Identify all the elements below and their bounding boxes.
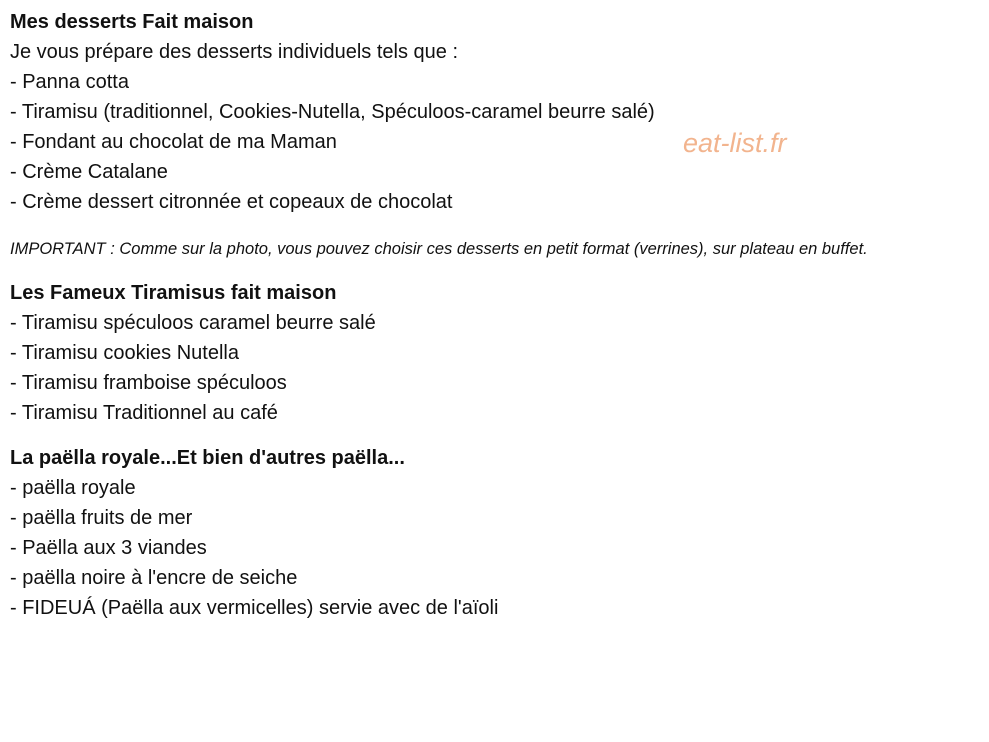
paella-item: - paëlla noire à l'encre de seiche xyxy=(10,567,298,589)
desserts-heading: Mes desserts Fait maison xyxy=(10,11,254,33)
desserts-section xyxy=(10,7,980,263)
tiramisu-item: - Tiramisu framboise spéculoos xyxy=(10,372,287,394)
desserts-intro: Je vous prépare des desserts individuels tels que : xyxy=(10,41,459,63)
dessert-item: - Crème dessert citronnée et copeaux de chocolat xyxy=(10,191,453,213)
watermark-text: eat-list.fr xyxy=(683,128,787,158)
important-note: IMPORTANT : Comme sur la photo, vous pouvez choisir ces desserts en petit format (verrines), sur plateau en buffet. xyxy=(10,240,868,258)
dessert-item: - Panna cotta xyxy=(10,71,129,93)
tiramisu-item: - Tiramisu spéculoos caramel beurre salé xyxy=(10,312,376,334)
paella-item: - paëlla fruits de mer xyxy=(10,507,193,529)
paella-item: - Paëlla aux 3 viandes xyxy=(10,537,207,559)
tiramisus-heading: Les Fameux Tiramisus fait maison xyxy=(10,282,337,304)
dessert-item: - Fondant au chocolat de ma Maman xyxy=(10,131,337,153)
paella-item: - FIDEUÁ (Paëlla aux vermicelles) servie avec de l'aïoli xyxy=(10,597,499,619)
menu-document xyxy=(10,7,980,623)
tiramisu-item: - Tiramisu cookies Nutella xyxy=(10,342,239,364)
dessert-item: - Tiramisu (traditionnel, Cookies-Nutella, Spéculoos-caramel beurre salé) xyxy=(10,101,655,123)
paella-heading: La paëlla royale...Et bien d'autres paëlla... xyxy=(10,447,405,469)
dessert-item: - Crème Catalane xyxy=(10,161,168,183)
tiramisus-section xyxy=(10,278,980,428)
tiramisu-item: - Tiramisu Traditionnel au café xyxy=(10,402,278,424)
paella-item: - paëlla royale xyxy=(10,477,136,499)
paella-section xyxy=(10,443,980,623)
